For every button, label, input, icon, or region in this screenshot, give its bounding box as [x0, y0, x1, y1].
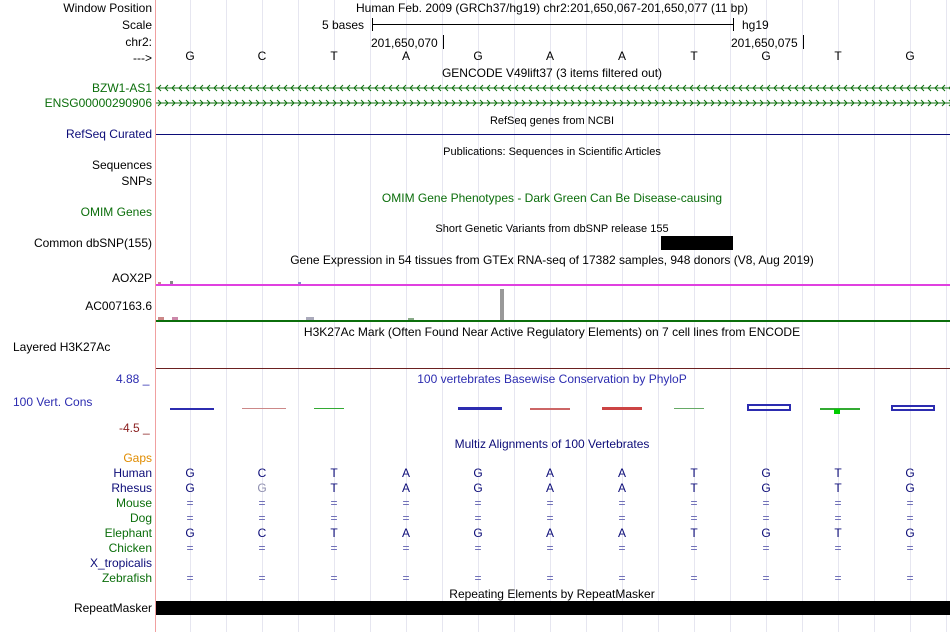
multiz-aligned-base: = — [330, 511, 338, 525]
multiz-aligned-base: A — [401, 526, 410, 540]
multiz-aligned-base: T — [330, 526, 338, 540]
multiz-aligned-base: = — [330, 541, 338, 555]
multiz-track-title[interactable]: Multiz Alignments of 100 Vertebrates — [454, 437, 650, 451]
multiz-aligned-base: = — [402, 541, 410, 555]
grid-line — [658, 0, 659, 632]
multiz-aligned-base: = — [906, 571, 914, 585]
scale-bar-right-tick — [733, 18, 734, 31]
multiz-aligned-base: = — [618, 511, 626, 525]
sequence-base: A — [545, 49, 554, 63]
multiz-aligned-base: = — [186, 496, 194, 510]
multiz-aligned-base: = — [906, 511, 914, 525]
phylop-track-title[interactable]: 100 vertebrates Basewise Conservation by PhyloP — [417, 372, 687, 386]
repeatmasker-track-title[interactable]: Repeating Elements by RepeatMasker — [449, 587, 655, 601]
multiz-aligned-base: A — [401, 481, 410, 495]
multiz-aligned-base: G — [905, 481, 915, 495]
multiz-aligned-base: = — [762, 496, 770, 510]
multiz-aligned-base: T — [330, 466, 338, 480]
multiz-aligned-base: = — [474, 511, 482, 525]
gencode-item-bzw1-as1[interactable]: BZW1-AS1 — [91, 81, 152, 95]
multiz-aligned-base: T — [690, 466, 698, 480]
multiz-aligned-base: A — [545, 466, 554, 480]
multiz-aligned-base: = — [618, 541, 626, 555]
multiz-aligned-base: = — [906, 496, 914, 510]
multiz-aligned-base: = — [186, 541, 194, 555]
scale-text: 5 bases — [322, 18, 365, 32]
coord-left-tick — [443, 35, 444, 49]
refseq-feature-line[interactable] — [156, 134, 950, 135]
multiz-aligned-base: A — [617, 526, 626, 540]
multiz-aligned-base: = — [690, 541, 698, 555]
multiz-aligned-base: = — [834, 511, 842, 525]
multiz-aligned-base: A — [617, 466, 626, 480]
multiz-aligned-base: G — [473, 466, 483, 480]
gencode-feature-ensg00000290906[interactable] — [156, 99, 950, 107]
multiz-aligned-base: = — [546, 496, 554, 510]
sequence-base: T — [690, 49, 698, 63]
coord-left: 201,650,070 — [371, 36, 438, 50]
grid-line — [802, 0, 803, 632]
multiz-aligned-base: T — [834, 526, 842, 540]
multiz-aligned-base: = — [546, 571, 554, 585]
scale-bar — [372, 24, 734, 25]
multiz-aligned-base: = — [258, 571, 266, 585]
multiz-species-label[interactable]: Human — [113, 466, 152, 480]
h3k27ac-baseline — [156, 368, 950, 369]
multiz-species-label[interactable]: X_tropicalis — [89, 556, 152, 570]
dbsnp-track-title[interactable]: Short Genetic Variants from dbSNP release 155 — [435, 223, 669, 235]
multiz-aligned-base: A — [617, 481, 626, 495]
multiz-aligned-base: = — [186, 571, 194, 585]
multiz-aligned-base: = — [258, 496, 266, 510]
gtex-ac007163-6-line[interactable] — [156, 320, 950, 322]
multiz-aligned-base: A — [545, 481, 554, 495]
repeatmasker-track-label[interactable]: RepeatMasker — [73, 601, 152, 615]
multiz-aligned-base: C — [257, 466, 267, 480]
multiz-aligned-base: = — [330, 571, 338, 585]
grid-line — [946, 0, 947, 632]
phylop-max-label: 4.88 _ — [116, 372, 150, 386]
strand-arrow-label[interactable]: ---> — [133, 51, 152, 65]
sequence-base: T — [834, 49, 842, 63]
sequence-row — [0, 49, 950, 63]
multiz-aligned-base: G — [185, 526, 195, 540]
gtex-ac007163-6-bars — [158, 279, 558, 320]
multiz-aligned-base: T — [330, 481, 338, 495]
sequence-base: G — [473, 49, 483, 63]
sequence-base: T — [330, 49, 338, 63]
multiz-species-label[interactable]: Dog — [129, 511, 152, 525]
multiz-aligned-base: = — [834, 541, 842, 555]
multiz-aligned-base: = — [618, 571, 626, 585]
window-position-label: Window Position — [63, 1, 152, 15]
multiz-aligned-base: G — [185, 481, 195, 495]
scale-label: Scale — [121, 18, 152, 32]
multiz-aligned-base: = — [474, 496, 482, 510]
multiz-aligned-base: = — [402, 571, 410, 585]
multiz-aligned-base: = — [546, 541, 554, 555]
multiz-aligned-base: T — [834, 466, 842, 480]
publications-track-title[interactable]: Publications: Sequences in Scientific Articles — [443, 146, 661, 158]
multiz-aligned-base: = — [690, 571, 698, 585]
multiz-aligned-base: = — [762, 571, 770, 585]
multiz-species-label[interactable]: Zebrafish — [101, 571, 152, 585]
coord-right: 201,650,075 — [731, 36, 798, 50]
multiz-aligned-base: G — [473, 526, 483, 540]
multiz-aligned-base: T — [834, 481, 842, 495]
scale-bar-left-tick — [372, 18, 373, 31]
h3k27ac-track-label[interactable]: Layered H3K27Ac — [13, 340, 111, 354]
sequence-base: A — [617, 49, 626, 63]
gtex-item-ac007163-6[interactable]: AC007163.6 — [85, 299, 152, 313]
multiz-aligned-base: T — [690, 481, 698, 495]
multiz-species-label[interactable]: Chicken — [108, 541, 152, 555]
multiz-aligned-base: = — [762, 541, 770, 555]
multiz-aligned-base: = — [474, 541, 482, 555]
multiz-aligned-base: G — [473, 481, 483, 495]
sequence-base: G — [905, 49, 915, 63]
phylop-track-label[interactable]: 100 Vert. Cons — [13, 395, 93, 409]
assembly-label: hg19 — [742, 18, 769, 32]
multiz-species-label[interactable]: Elephant — [104, 526, 152, 540]
multiz-aligned-base: = — [834, 571, 842, 585]
multiz-aligned-base: = — [906, 541, 914, 555]
multiz-aligned-base: G — [761, 466, 771, 480]
multiz-species-label[interactable]: Rhesus — [111, 481, 152, 495]
chrom-label: chr2: — [125, 35, 152, 49]
gencode-feature-bzw1-as1[interactable] — [156, 84, 950, 92]
multiz-aligned-base: = — [474, 571, 482, 585]
multiz-aligned-base: = — [330, 496, 338, 510]
dbsnp-track-label[interactable]: Common dbSNP(155) — [33, 236, 152, 250]
gtex-track-title[interactable]: Gene Expression in 54 tissues from GTEx RNA-seq of 17382 samples, 948 donors (V8, Aug 2019) — [290, 253, 814, 267]
position-title: Human Feb. 2009 (GRCh37/hg19) chr2:201,650,067-201,650,077 (11 bp) — [355, 1, 749, 15]
grid-line — [586, 0, 587, 632]
omim-track-title[interactable]: OMIM Gene Phenotypes - Dark Green Can Be Disease-causing — [381, 191, 723, 205]
coord-right-tick — [803, 35, 804, 49]
refseq-track-label[interactable]: RefSeq Curated — [65, 127, 152, 141]
sequence-base: A — [401, 49, 410, 63]
grid-line — [874, 0, 875, 632]
grid-line — [730, 0, 731, 632]
multiz-aligned-base: G — [761, 481, 771, 495]
multiz-species-label[interactable]: Mouse — [115, 496, 152, 510]
multiz-aligned-base: = — [258, 541, 266, 555]
multiz-aligned-base: G — [761, 526, 771, 540]
h3k27ac-track-title[interactable]: H3K27Ac Mark (Often Found Near Active Regulatory Elements) on 7 cell lines from ENCODE — [303, 325, 801, 339]
gencode-track-title[interactable]: GENCODE V49lift37 (3 items filtered out) — [441, 66, 663, 80]
sequence-base: G — [185, 49, 195, 63]
multiz-aligned-base: = — [762, 511, 770, 525]
multiz-aligned-base: A — [401, 466, 410, 480]
multiz-aligned-base: = — [834, 496, 842, 510]
publications-snps-label[interactable]: SNPs — [121, 174, 152, 188]
omim-track-label[interactable]: OMIM Genes — [80, 205, 152, 219]
multiz-aligned-base: = — [402, 511, 410, 525]
multiz-aligned-base: G — [905, 526, 915, 540]
multiz-aligned-base: = — [546, 511, 554, 525]
multiz-gaps-label: Gaps — [123, 451, 152, 465]
multiz-aligned-base: = — [618, 496, 626, 510]
sequence-base: C — [257, 49, 267, 63]
refseq-track-title[interactable]: RefSeq genes from NCBI — [489, 115, 615, 127]
multiz-aligned-base: = — [690, 511, 698, 525]
multiz-aligned-base: G — [257, 481, 267, 495]
multiz-aligned-base: = — [402, 496, 410, 510]
phylop-min-label: -4.5 _ — [119, 421, 150, 435]
phylop-signal[interactable] — [156, 400, 950, 420]
multiz-aligned-base: G — [185, 466, 195, 480]
gencode-item-ensg00000290906[interactable]: ENSG00000290906 — [44, 96, 152, 110]
multiz-aligned-base: = — [690, 496, 698, 510]
multiz-aligned-base: T — [690, 526, 698, 540]
multiz-aligned-base: C — [257, 526, 267, 540]
gtex-item-aox2p[interactable]: AOX2P — [111, 271, 152, 285]
publications-sequences-label[interactable]: Sequences — [91, 158, 152, 172]
multiz-aligned-base: A — [545, 526, 554, 540]
multiz-aligned-base: = — [258, 511, 266, 525]
multiz-aligned-base: G — [905, 466, 915, 480]
repeatmasker-feature[interactable] — [156, 601, 950, 615]
sequence-base: G — [761, 49, 771, 63]
multiz-aligned-base: = — [186, 511, 194, 525]
dbsnp-variant-feature[interactable] — [661, 236, 733, 250]
